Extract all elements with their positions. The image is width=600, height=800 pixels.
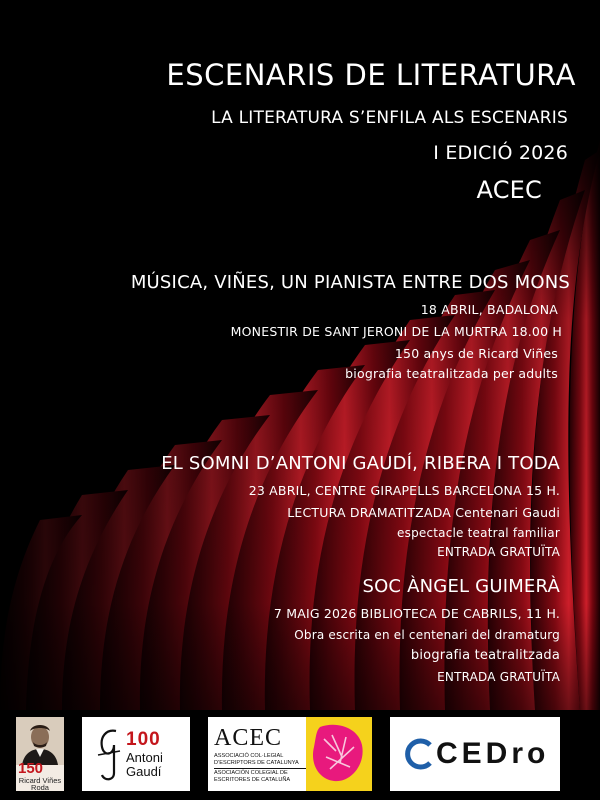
acec-divider — [214, 768, 310, 769]
event-1-venue: MONESTIR DE SANT JERONI DE LA MURTRA 18.00 H — [230, 324, 562, 339]
acec-line-1: ASSOCIACIÓ COL·LEGIAL — [214, 753, 284, 759]
vines-caption-2: Roda — [31, 783, 49, 791]
acec-line-3: ASOCIACIÓN COLEGIAL DE — [214, 770, 288, 776]
acec-line-4: ESCRITORES DE CATALUÑA — [214, 777, 291, 783]
cedro-logo — [390, 717, 560, 791]
event-2-entry: ENTRADA GRATUÏTA — [437, 545, 560, 559]
sponsor-logos — [0, 712, 600, 800]
gaudi-caption-2: Gaudí — [126, 764, 162, 779]
event-3-type: biografia teatralitzada — [410, 648, 560, 663]
event-1-type: biografia teatralitzada per adults — [345, 366, 558, 381]
gaudi-100-logo — [82, 717, 190, 791]
acec-logo-name: ACEC — [214, 725, 283, 751]
portrait-icon — [16, 717, 64, 765]
acec-logo — [208, 717, 316, 791]
event-2-type: espectacle teatral familiar — [397, 526, 560, 540]
event-1-title: MÚSICA, VIÑES, UN PIANISTA ENTRE DOS MONS — [130, 272, 570, 293]
vines-caption-1: Ricard Viñes — [18, 776, 62, 785]
event-3-date: 7 MAIG 2026 BIBLIOTECA DE CABRILS, 11 H. — [273, 606, 560, 621]
gaudi-100-number: 100 — [126, 729, 161, 750]
gaudi-caption-1: Antoni — [126, 750, 163, 765]
edition-label: I EDICIÓ 2026 — [433, 142, 568, 164]
gaudi-signature-icon — [96, 725, 124, 783]
cedro-logo-name: CEDro — [436, 737, 550, 770]
organizer-label: ACEC — [476, 176, 542, 204]
event-3-entry: ENTRADA GRATUÏTA — [437, 670, 560, 684]
event-3-title: SOC ÀNGEL GUIMERÀ — [362, 576, 560, 597]
event-1-note: 150 anys de Ricard Viñes — [394, 346, 558, 361]
event-2-title: EL SOMNI D’ANTONI GAUDÍ, RIBERA I TODA — [161, 453, 560, 474]
event-3-note: Obra escrita en el centenari del dramaturg — [294, 628, 560, 642]
poster-subtitle: LA LITERATURA S’ENFILA ALS ESCENARIS — [211, 108, 568, 128]
vines-150-number: 150 — [18, 760, 44, 777]
vines-150-logo — [16, 717, 64, 791]
poster-title: ESCENARIS DE LITERATURA — [166, 58, 576, 92]
event-1-date: 18 ABRIL, BADALONA — [420, 302, 558, 317]
event-2-date: 23 ABRIL, CENTRE GIRAPELLS BARCELONA 15 H. — [248, 483, 560, 498]
event-2-format: LECTURA DRAMATITZADA Centenari Gaudi — [287, 505, 560, 520]
pink-emblem-logo — [306, 717, 372, 791]
acec-line-2: D’ESCRIPTORS DE CATALUNYA — [214, 760, 299, 766]
cedro-c-icon — [402, 737, 436, 771]
flower-emblem-icon — [306, 717, 372, 791]
